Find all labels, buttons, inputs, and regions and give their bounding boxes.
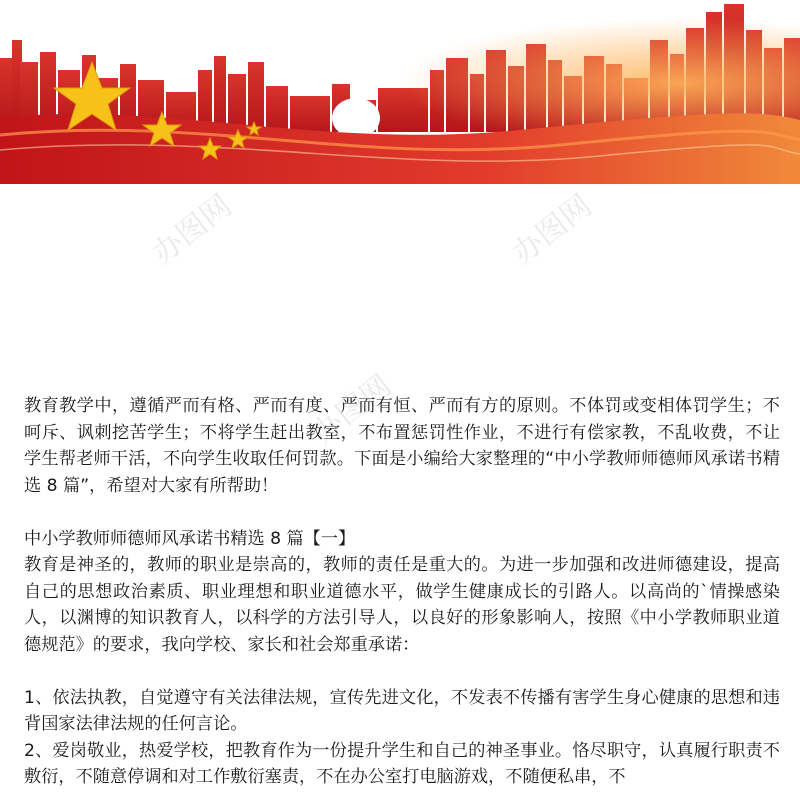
- list-item: 2、爱岗敬业，热爱学校，把教育作为一份提升学生和自己的神圣事业。恪尽职守，认真履行职责不敷衍，不随意停调和对工作敷衍塞责，不在办公室打电脑游戏，不随便私串，不: [24, 740, 780, 787]
- intro-paragraph: 教育教学中，遵循严而有格、严而有度、严而有恒、严而有方的原则。不体罚或变相体罚学生；不呵斥、讽刺挖苦学生；不将学生赶出教室，不布置惩罚性作业，不进行有偿家教，不乱收费，不让学生帮老师干活，不向学生收取任何罚款。下面是小编给大家整理的“中小学教师师德师风承诺书精选 8 篇”，希望对大家有所帮助！: [24, 396, 780, 496]
- watermark: 办图网: [145, 188, 239, 272]
- watermark: 办图网: [505, 188, 599, 272]
- watermark: 办图网: [305, 368, 399, 452]
- section-title: 中小学教师师德师风承诺书精选 8 篇【一】: [24, 528, 356, 549]
- list-item: 1、依法执教，自觉遵守有关法律法规，宣传先进文化，不发表不传播有害学生身心健康的思想和违背国家法律法规的任何言论。: [24, 687, 780, 734]
- document-body: [24, 393, 780, 791]
- section-paragraph: 教育是神圣的，教师的职业是崇高的，教师的责任是重大的。为进一步加强和改进师德建设，提高自己的思想政治素质、职业理想和职业道德水平，做学生健康成长的引路人。以高尚的`情操感染人，以渊博的知识教育人，以科学的方法引导人，以良好的形象影响人，按照《中小学教师职业道德规范》的要求，我向学校、家长和社会郑重承诺：: [24, 555, 780, 655]
- paragraph-gap: [24, 658, 780, 685]
- header-banner: [0, 0, 800, 184]
- city-skyline-banner: [0, 0, 800, 184]
- paragraph-gap: [24, 499, 780, 526]
